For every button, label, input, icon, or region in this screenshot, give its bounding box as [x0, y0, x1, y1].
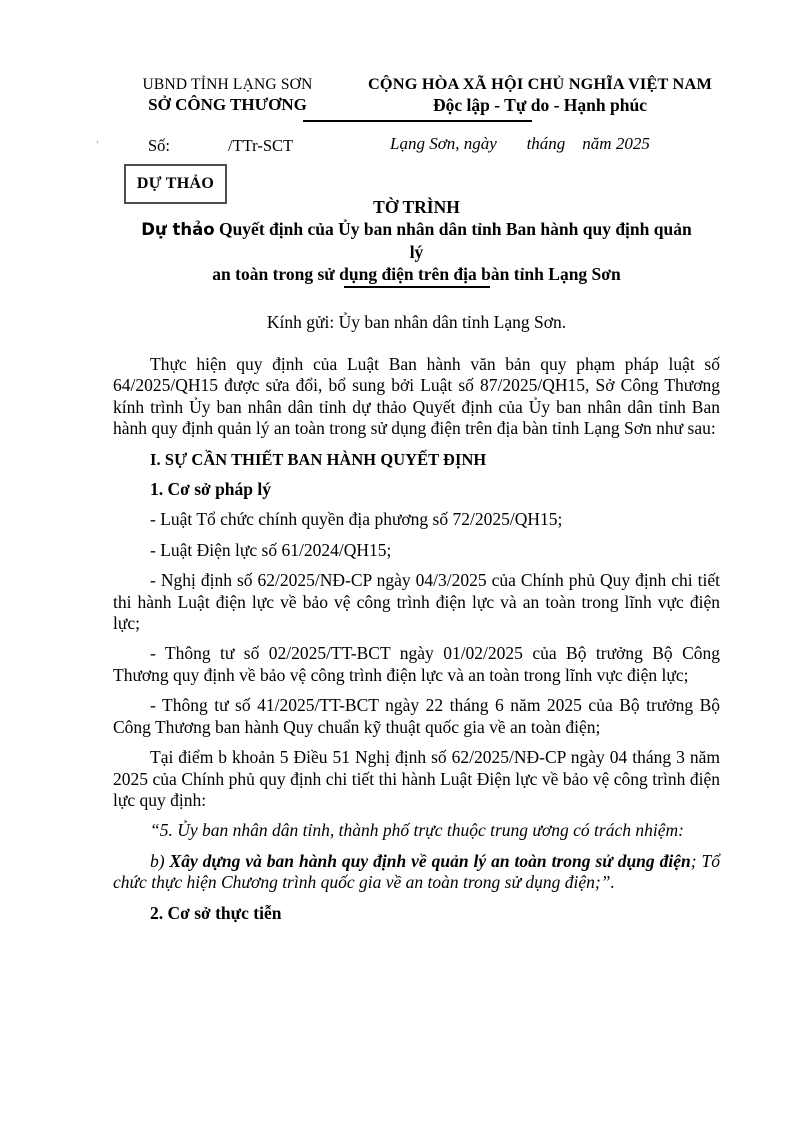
intro-paragraph: Thực hiện quy định của Luật Ban hành văn bản quy phạm pháp luật số 64/2025/QH15 được sửa đổi, bổ sung bởi Luật số 87/2025/QH15, Sở Công Thương kính trình Ủy ban nhân dân tỉnh dự thảo Quyết định của Ủy ban nhân dân tỉnh Ban hành quy định quản lý an toàn trong sử dụng điện trên địa bàn tỉnh Lạng Sơn như sau:: [113, 354, 720, 439]
legal-item: - Luật Tổ chức chính quyền địa phương số 72/2025/QH15;: [150, 509, 563, 530]
title-separator: [344, 286, 490, 288]
org-parent-line: UBND TỈNH LẠNG SƠN: [142, 76, 313, 93]
quote-2-prefix: b): [150, 850, 170, 871]
quote-paragraph-2: [113, 851, 720, 894]
org-name-line: SỞ CÔNG THƯƠNG: [148, 95, 307, 114]
title-line-2: lý: [409, 242, 424, 262]
doc-type-title: TỜ TRÌNH: [373, 197, 460, 217]
draft-stamp-label: DỰ THẢO: [136, 175, 215, 192]
quote-2-rest: ; Tổ chức thực hiện Chương trình quốc gia về an toàn trong sử dụng điện;”.: [113, 850, 720, 893]
national-motto-block: [345, 74, 735, 115]
point-b-intro-paragraph: Tại điểm b khoản 5 Điều 51 Nghị định số 62/2025/NĐ-CP ngày 04 tháng 3 năm 2025 của Chính phủ quy định chi tiết thi hành Luật Điện lực về bảo vệ công trình điện lực quy định:: [113, 747, 720, 810]
legal-item: - Thông tư số 02/2025/TT-BCT ngày 01/02/2025 của Bộ trưởng Bộ Công Thương quy định về bảo vệ công trình điện lực và an toàn trong lĩnh vực điện lực;: [113, 643, 720, 685]
title-line-1: [113, 218, 720, 241]
title-draft-prefix: Dự thảo: [141, 220, 215, 239]
doc-number-value: /TTr-SCT: [228, 136, 294, 155]
section-1-heading: I. SỰ CẦN THIẾT BAN HÀNH QUYẾT ĐỊNH: [150, 449, 487, 469]
legal-basis-heading: 1. Cơ sở pháp lý: [150, 479, 272, 500]
stray-ink-mark: ’: [93, 138, 100, 152]
quote-2-bold-run: Xây dựng và ban hành quy định về quản lý an toàn trong sử dụng điện: [169, 850, 691, 871]
issuing-org-block: [100, 75, 355, 115]
motto-line-1: CỘNG HÒA XÃ HỘI CHỦ NGHĨA VIỆT NAM: [367, 74, 713, 93]
paragraphs: [113, 354, 720, 924]
practical-basis-heading: 2. Cơ sở thực tiễn: [150, 902, 282, 923]
document-content: [113, 196, 720, 933]
legal-item: - Nghị định số 62/2025/NĐ-CP ngày 04/3/2025 của Chính phủ Quy định chi tiết thi hành Luật điện lực về bảo vệ công trình điện lực và an toàn trong lĩnh vực điện lực;: [113, 570, 720, 634]
salutation-line: Kính gửi: Ủy ban nhân dân tỉnh Lạng Sơn.: [266, 312, 567, 332]
doc-number-label: Số:: [148, 136, 171, 155]
motto-line-2: Độc lập - Tự do - Hạnh phúc: [433, 95, 647, 115]
place-date-line: Lạng Sơn, ngày tháng năm 2025: [390, 134, 650, 153]
title-line-1-rest: Quyết định của Ủy ban nhân dân tỉnh Ban hành quy định quản: [214, 219, 692, 239]
motto-underline: [303, 120, 532, 122]
title-line-3: an toàn trong sử dụng điện trên địa bàn tỉnh Lạng Sơn: [212, 264, 621, 284]
quote-paragraph-1: “5. Ủy ban nhân dân tỉnh, thành phố trực thuộc trung ương có trách nhiệm:: [150, 820, 684, 841]
legal-item: - Luật Điện lực số 61/2024/QH15;: [150, 539, 392, 560]
title-block: [113, 196, 720, 288]
legal-item: - Thông tư số 41/2025/TT-BCT ngày 22 tháng 6 năm 2025 của Bộ trưởng Bộ Công Thương ban hành Quy chuẩn kỹ thuật quốc gia về an toàn điện;: [113, 695, 720, 737]
